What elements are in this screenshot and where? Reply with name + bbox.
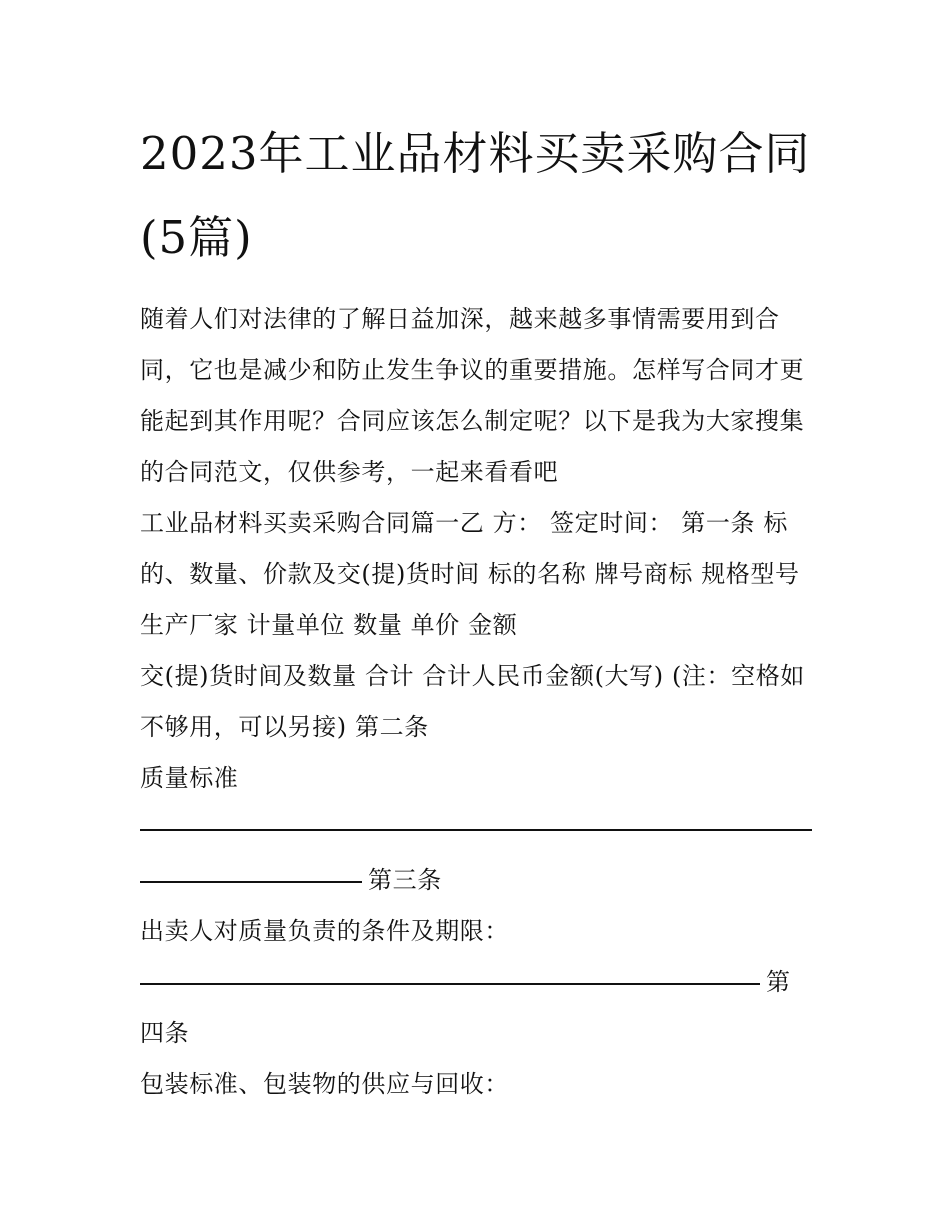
article-four-line	[140, 957, 812, 1008]
delivery-paragraph: 交(提)货时间及数量 合计 合计人民币金额(大写) (注：空格如不够用，可以另接) 第二条	[140, 662, 805, 741]
fill-in-line	[140, 983, 760, 985]
contract-section-one: 工业品材料买卖采购合同篇一乙 方： 签定时间： 第一条 标的、数量、价款及交(提)货时间 标的名称 牌号商标 规格型号 生产厂家 计量单位 数量 单价 金额	[140, 509, 800, 639]
article-three-label: 第三条	[368, 866, 442, 894]
quality-responsibility-paragraph: 出卖人对质量负责的条件及期限：	[140, 917, 509, 945]
article-four-label-start: 第	[766, 968, 791, 996]
article-three-line	[140, 855, 812, 906]
fill-in-line	[140, 881, 362, 883]
intro-paragraph: 随着人们对法律的了解日益加深，越来越多事情需要用到合同，它也是减少和防止发生争议的重要措施。怎样写合同才更能起到其作用呢？合同应该怎么制定呢？以下是我为大家搜集的合同范文，仅供参考，一起来看看吧	[140, 305, 805, 486]
article-four-label-end: 四条	[140, 1019, 190, 1047]
document-page	[140, 112, 812, 1110]
fill-in-line	[140, 829, 812, 831]
packaging-standard-paragraph: 包装标准、包装物的供应与回收：	[140, 1070, 509, 1098]
document-title: 2023年工业品材料买卖采购合同(5篇)	[140, 127, 811, 264]
quality-standard-heading: 质量标准	[140, 764, 239, 792]
